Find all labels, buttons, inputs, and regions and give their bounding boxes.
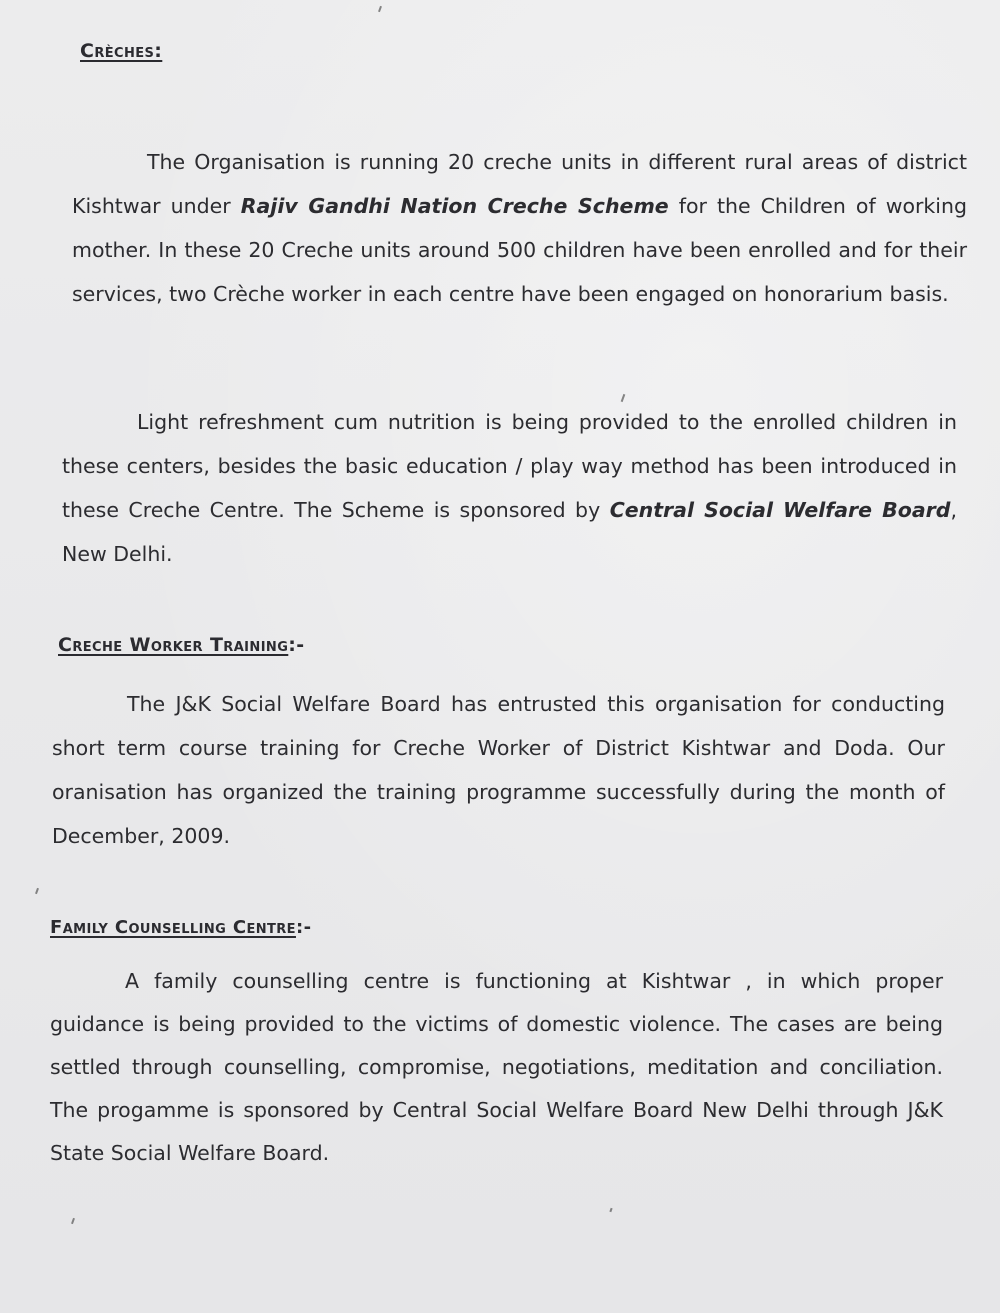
scan-speck xyxy=(378,6,382,12)
creches-paragraph-1 xyxy=(72,140,967,316)
creches-section xyxy=(80,38,965,64)
training-paragraph xyxy=(52,682,945,858)
counselling-heading xyxy=(50,915,935,941)
creches-paragraph-2 xyxy=(62,400,957,576)
creches-p2-text-b: , New Delhi. xyxy=(62,498,957,566)
scan-speck xyxy=(71,1218,75,1224)
training-heading-suffix: :- xyxy=(288,634,305,656)
training-section xyxy=(58,632,943,658)
creches-heading xyxy=(80,38,965,64)
counselling-section xyxy=(50,915,935,941)
creches-p1-text-b: for the Children of working mother. In these 20 Creche units around 500 children have been enrolled and for their services, two Crèche worker in each centre have been engaged on honorarium basis. xyxy=(72,194,967,306)
counselling-heading-text: Family Counselling Centre xyxy=(50,917,296,938)
creches-heading-text: Crèches: xyxy=(80,40,163,62)
creches-sponsor-name: Central Social Welfare Board xyxy=(609,498,951,522)
creches-scheme-name: Rajiv Gandhi Nation Creche Scheme xyxy=(240,194,669,218)
training-heading xyxy=(58,632,943,658)
counselling-paragraph xyxy=(50,960,943,1175)
scan-speck xyxy=(35,888,39,894)
training-heading-text: Creche Worker Training xyxy=(58,634,289,656)
training-p1-text: The J&K Social Welfare Board has entrusted this organisation for conducting short term course training for Creche Worker of District Kishtwar and Doda. Our oranisation has organized the training programme successfully during the month of December, 2009. xyxy=(52,692,945,848)
creches-p2-text-a: Light refreshment cum nutrition is being provided to the enrolled children in these centers, besides the basic education / play way method has been introduced in these Creche Centre. The Scheme is sponsored by xyxy=(62,410,957,522)
creches-p1-text-a: The Organisation is running 20 creche units in different rural areas of district Kishtwar under xyxy=(72,150,967,218)
counselling-heading-suffix: :- xyxy=(295,917,312,938)
scan-speck xyxy=(609,1208,612,1212)
counselling-p1-text: A family counselling centre is functioning at Kishtwar , in which proper guidance is being provided to the victims of domestic violence. The cases are being settled through counselling, compromise, negotiations, meditation and conciliation. The progamme is sponsored by Central Social Welfare Board New Delhi through J&K State Social Welfare Board. xyxy=(50,969,943,1165)
